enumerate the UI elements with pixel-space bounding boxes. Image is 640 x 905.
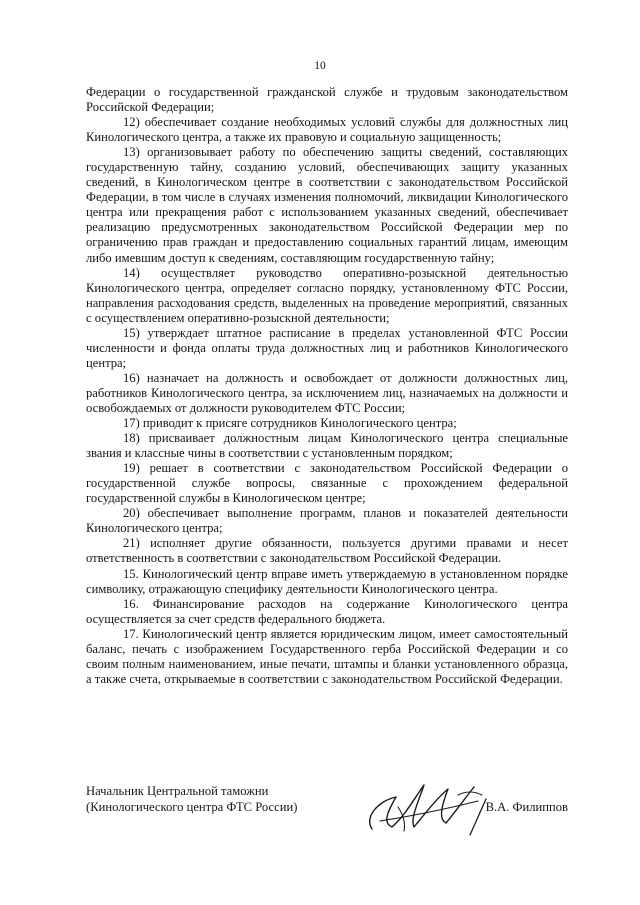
signatory-name: В.А. Филиппов bbox=[485, 800, 568, 814]
paragraph-item-14: 14) осуществляет руководство оперативно-розыскной деятельностью Кинологического центра, определяет согласно порядку, установленному ФТС России, направления расходования средств, выделенных на проведение мероприятий, связанных с осуществлением оперативно-розыскной деятельности; bbox=[86, 265, 568, 325]
signatory-position-line1: Начальник Центральной таможни bbox=[86, 784, 269, 798]
paragraph-item-15: 15) утверждает штатное расписание в пределах установленной ФТС России численности и фонда оплаты труда должностных лиц и работников Кинологического центра; bbox=[86, 325, 568, 370]
paragraph-item-17: 17) приводит к присяге сотрудников Кинологического центра; bbox=[123, 416, 457, 431]
paragraph-section-17: 17. Кинологический центр является юридическим лицом, имеет самостоятельный баланс, печать с изображением Государственного герба Российской Федерации и со своим полным наименованием, иные печати, штампы и бланки установленного образца, а также счета, открываемые в соответствии с законодательством Российской Федерации. bbox=[86, 626, 568, 686]
paragraph-item-20: 20) обеспечивает выполнение программ, планов и показателей деятельности Кинологического центра; bbox=[86, 506, 568, 536]
signatory-position bbox=[86, 783, 297, 815]
paragraph-continuation: Федерации о государственной гражданской службе и трудовым законодательством Российской Федерации; bbox=[86, 85, 568, 115]
paragraph-section-15: 15. Кинологический центр вправе иметь утверждаемую в установленном порядке символику, отражающую специфику деятельности Кинологического центра. bbox=[86, 566, 568, 596]
signatory-position-line2: (Кинологического центра ФТС России) bbox=[86, 800, 298, 814]
paragraph-item-13: 13) организовывает работу по обеспечению защиты сведений, составляющих государственную тайну, созданию условий, обеспечивающих защиту указанных сведений, в Кинологическом центре в соответствии с законодательством Российской Федерации, в том числе в случаях изменения полномочий, ликвидации Кинологического центра или прекращения работ с использованием указанных сведений, обеспечивает реализацию предусмотренных законодательством Российской Федерации мер по ограничению прав граждан и предоставлению социальных гарантий лицам, имеющим либо имевшим доступ к сведениям, составляющим государственную тайну; bbox=[86, 145, 568, 265]
page-number: 10 bbox=[314, 60, 326, 72]
paragraph-item-19: 19) решает в соответствии с законодательством Российской Федерации о государственной службе вопросы, связанные с прохождением федеральной государственной службы в Кинологическом центре; bbox=[86, 461, 568, 506]
paragraph-item-21: 21) исполняет другие обязанности, пользуется другими правами и несет ответственность в соответствии с законодательством Российской Федерации. bbox=[86, 536, 568, 566]
paragraph-item-12: 12) обеспечивает создание необходимых условий службы для должностных лиц Кинологического центра, а также их правовую и социальную защищенность; bbox=[86, 115, 568, 145]
document-body bbox=[86, 85, 568, 687]
signature-block bbox=[86, 783, 568, 863]
paragraph-item-18: 18) присваивает должностным лицам Кинологического центра специальные звания и классные чины в соответствии с установленным порядком; bbox=[86, 431, 568, 461]
paragraph-section-16: 16. Финансирование расходов на содержание Кинологического центра осуществляется за счет средств федерального бюджета. bbox=[86, 596, 568, 626]
paragraph-item-16: 16) назначает на должность и освобождает от должности должностных лиц, работников Кинологического центра, за исключением лиц, назначаемых на должности и освобождаемых от должности руководителем ФТС России; bbox=[86, 370, 568, 415]
